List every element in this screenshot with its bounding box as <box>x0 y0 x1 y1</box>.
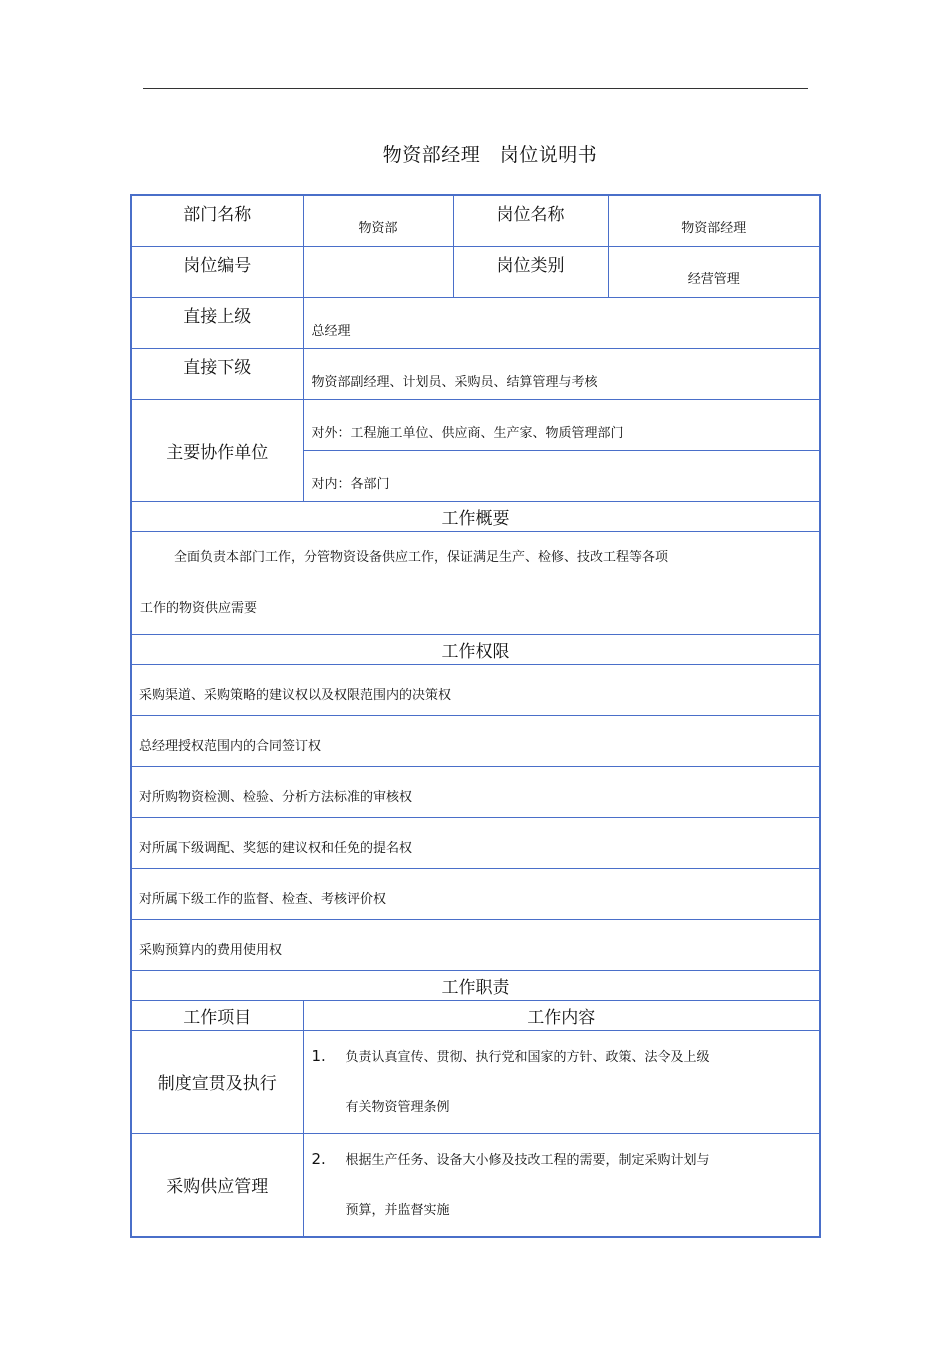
job-description-table <box>130 194 821 1238</box>
superior-label: 直接上级 <box>131 297 303 348</box>
summary-heading: 工作概要 <box>131 501 820 531</box>
row-subordinate <box>131 348 820 399</box>
duty-line-2: 有关物资管理条例 <box>345 1099 450 1115</box>
authority-item: 采购预算内的费用使用权 <box>131 919 820 970</box>
duty-line-1: 负责认真宣传、贯彻、执行党和国家的方针、政策、法令及上级 <box>345 1049 710 1065</box>
subordinate-value: 物资部副经理、计划员、采购员、结算管理与考核 <box>303 348 820 399</box>
row-post-no <box>131 246 820 297</box>
authority-row <box>131 817 820 868</box>
authority-item: 对所属下级工作的监督、检查、考核评价权 <box>131 868 820 919</box>
row-dept <box>131 195 820 246</box>
post-no-label: 岗位编号 <box>131 246 303 297</box>
summary-body <box>131 531 820 634</box>
authority-item: 总经理授权范围内的合同签订权 <box>131 715 820 766</box>
post-type-label: 岗位类别 <box>453 246 608 297</box>
authority-row <box>131 715 820 766</box>
duty-number: 1. <box>311 1046 326 1065</box>
authority-row <box>131 766 820 817</box>
post-type-value: 经营管理 <box>608 246 820 297</box>
duties-col-content: 工作内容 <box>303 1000 820 1030</box>
summary-line-2: 工作的物资供应需要 <box>140 600 258 616</box>
duty-line-2: 预算，并监督实施 <box>345 1202 450 1218</box>
duty-content <box>303 1133 820 1237</box>
superior-value: 总经理 <box>303 297 820 348</box>
coop-external-value: 对外：工程施工单位、供应商、生产家、物质管理部门 <box>303 399 820 450</box>
duty-content <box>303 1030 820 1133</box>
row-coop-external <box>131 399 820 450</box>
header-rule <box>143 88 808 89</box>
row-summary-body <box>131 531 820 634</box>
document-title: 物资部经理 岗位说明书 <box>382 144 598 166</box>
row-summary-heading <box>131 501 820 531</box>
row-duties-heading <box>131 970 820 1000</box>
duty-item: 制度宣贯及执行 <box>131 1030 303 1133</box>
duties-heading: 工作职责 <box>131 970 820 1000</box>
authority-item: 对所属下级调配、奖惩的建议权和任免的提名权 <box>131 817 820 868</box>
dept-label: 部门名称 <box>131 195 303 246</box>
authority-row <box>131 919 820 970</box>
row-authority-heading <box>131 634 820 664</box>
duty-line-1: 根据生产任务、设备大小修及技改工程的需要，制定采购计划与 <box>345 1152 710 1168</box>
duties-col-item: 工作项目 <box>131 1000 303 1030</box>
authority-item: 对所购物资检测、检验、分析方法标准的审核权 <box>131 766 820 817</box>
duty-item: 采购供应管理 <box>131 1133 303 1237</box>
post-label: 岗位名称 <box>453 195 608 246</box>
subordinate-label: 直接下级 <box>131 348 303 399</box>
coop-label: 主要协作单位 <box>131 399 303 501</box>
dept-value: 物资部 <box>303 195 453 246</box>
authority-item: 采购渠道、采购策略的建议权以及权限范围内的决策权 <box>131 664 820 715</box>
duty-row <box>131 1133 820 1237</box>
post-no-value <box>303 246 453 297</box>
summary-line-1: 全面负责本部门工作，分管物资设备供应工作，保证满足生产、检修、技改工程等各项 <box>174 549 669 565</box>
coop-internal-value: 对内：各部门 <box>303 450 820 501</box>
authority-row <box>131 664 820 715</box>
duty-row <box>131 1030 820 1133</box>
row-superior <box>131 297 820 348</box>
row-duties-columns <box>131 1000 820 1030</box>
duty-number: 2. <box>311 1149 326 1168</box>
post-value: 物资部经理 <box>608 195 820 246</box>
authority-heading: 工作权限 <box>131 634 820 664</box>
authority-row <box>131 868 820 919</box>
